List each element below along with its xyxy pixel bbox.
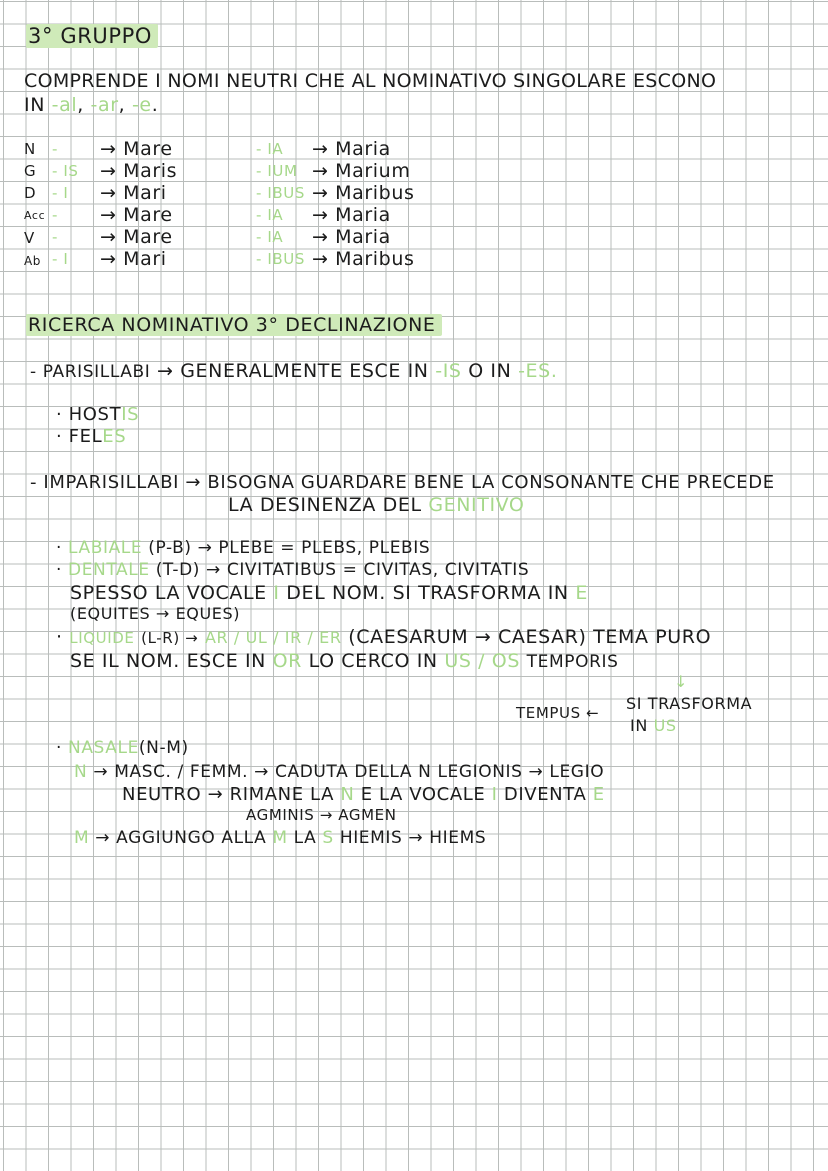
- singular-ending: - I: [52, 184, 69, 202]
- singular-form: → Mari: [100, 248, 167, 270]
- nasale-line: · NASALE(N-M): [56, 738, 189, 758]
- tempus-label: TEMPUS ←: [516, 704, 600, 722]
- intro-line-2: IN -al, -ar, -e.: [24, 94, 159, 116]
- singular-ending: - I: [52, 250, 69, 268]
- down-arrow: ↓: [674, 672, 689, 691]
- nasale-n-line: N → MASC. / FEMM. → CADUTA DELLA N LEGIONIS → LEGIO: [74, 762, 605, 782]
- dentale-line-2: SPESSO LA VOCALE I DEL NOM. SI TRASFORMA IN E: [70, 582, 588, 604]
- agminis-line: AGMINIS → AGMEN: [246, 806, 397, 824]
- plural-ending: - IBUS: [256, 184, 305, 202]
- section-title: RICERCA NOMINATIVO 3° DECLINAZIONE: [26, 316, 442, 335]
- in-us: IN US: [630, 716, 677, 735]
- dentale-line-3: (EQUITES → EQUES): [70, 604, 241, 623]
- plural-ending: - IA: [256, 206, 284, 224]
- singular-ending: -: [52, 206, 59, 224]
- singular-form: → Mare: [100, 204, 173, 226]
- singular-form: → Mare: [100, 226, 173, 248]
- case-label: Acc: [24, 209, 46, 222]
- nasale-m-line: M → AGGIUNGO ALLA M LA S HIEMIS → HIEMS: [74, 828, 487, 848]
- parisillabi-line: - PARISILLABI → GENERALMENTE ESCE IN -IS O IN -ES.: [30, 360, 558, 382]
- case-label: N: [24, 140, 36, 158]
- singular-ending: -: [52, 140, 59, 158]
- case-label: G: [24, 162, 37, 180]
- case-label: V: [24, 229, 35, 247]
- labiale-line: · LABIALE (P-B) → PLEBE = PLEBS, PLEBIS: [56, 538, 431, 558]
- plural-form: → Maria: [312, 204, 391, 226]
- imparisillabi-line-1: - IMPARISILLABI → BISOGNA GUARDARE BENE LA CONSONANTE CHE PRECEDE: [30, 472, 775, 493]
- si-trasforma: SI TRASFORMA: [626, 694, 753, 713]
- singular-form: → Mari: [100, 182, 167, 204]
- plural-form: → Maribus: [312, 248, 415, 270]
- case-label: Ab: [24, 254, 42, 268]
- plural-ending: - IA: [256, 228, 284, 246]
- singular-ending: -: [52, 228, 59, 246]
- plural-ending: - IBUS: [256, 250, 305, 268]
- singular-form: → Maris: [100, 160, 178, 182]
- liquide-line-2: SE IL NOM. ESCE IN OR LO CERCO IN US / OS TEMPORIS: [70, 650, 619, 672]
- parisillabi-example: · FELES: [56, 426, 127, 447]
- plural-ending: - IUM: [256, 162, 298, 180]
- plural-ending: - IA: [256, 140, 284, 158]
- singular-ending: - IS: [52, 162, 79, 180]
- imparisillabi-line-2: LA DESINENZA DEL GENITIVO: [228, 494, 525, 516]
- dentale-line: · DENTALE (T-D) → CIVITATIBUS = CIVITAS, CIVITATIS: [56, 560, 530, 580]
- liquide-line: · LIQUIDE (L-R) → AR / UL / IR / ER (CAESARUM → CAESAR) TEMA PURO: [56, 626, 712, 648]
- parisillabi-example: · HOSTIS: [56, 404, 140, 425]
- intro-line-1: COMPRENDE I NOMI NEUTRI CHE AL NOMINATIVO SINGOLARE ESCONO: [24, 70, 717, 92]
- nasale-neutro-line: NEUTRO → RIMANE LA N E LA VOCALE I DIVENTA E: [122, 784, 605, 805]
- case-label: D: [24, 184, 37, 202]
- plural-form: → Marium: [312, 160, 411, 182]
- plural-form: → Maria: [312, 138, 391, 160]
- page-title: 3° GRUPPO: [26, 26, 158, 47]
- plural-form: → Maribus: [312, 182, 415, 204]
- singular-form: → Mare: [100, 138, 173, 160]
- plural-form: → Maria: [312, 226, 391, 248]
